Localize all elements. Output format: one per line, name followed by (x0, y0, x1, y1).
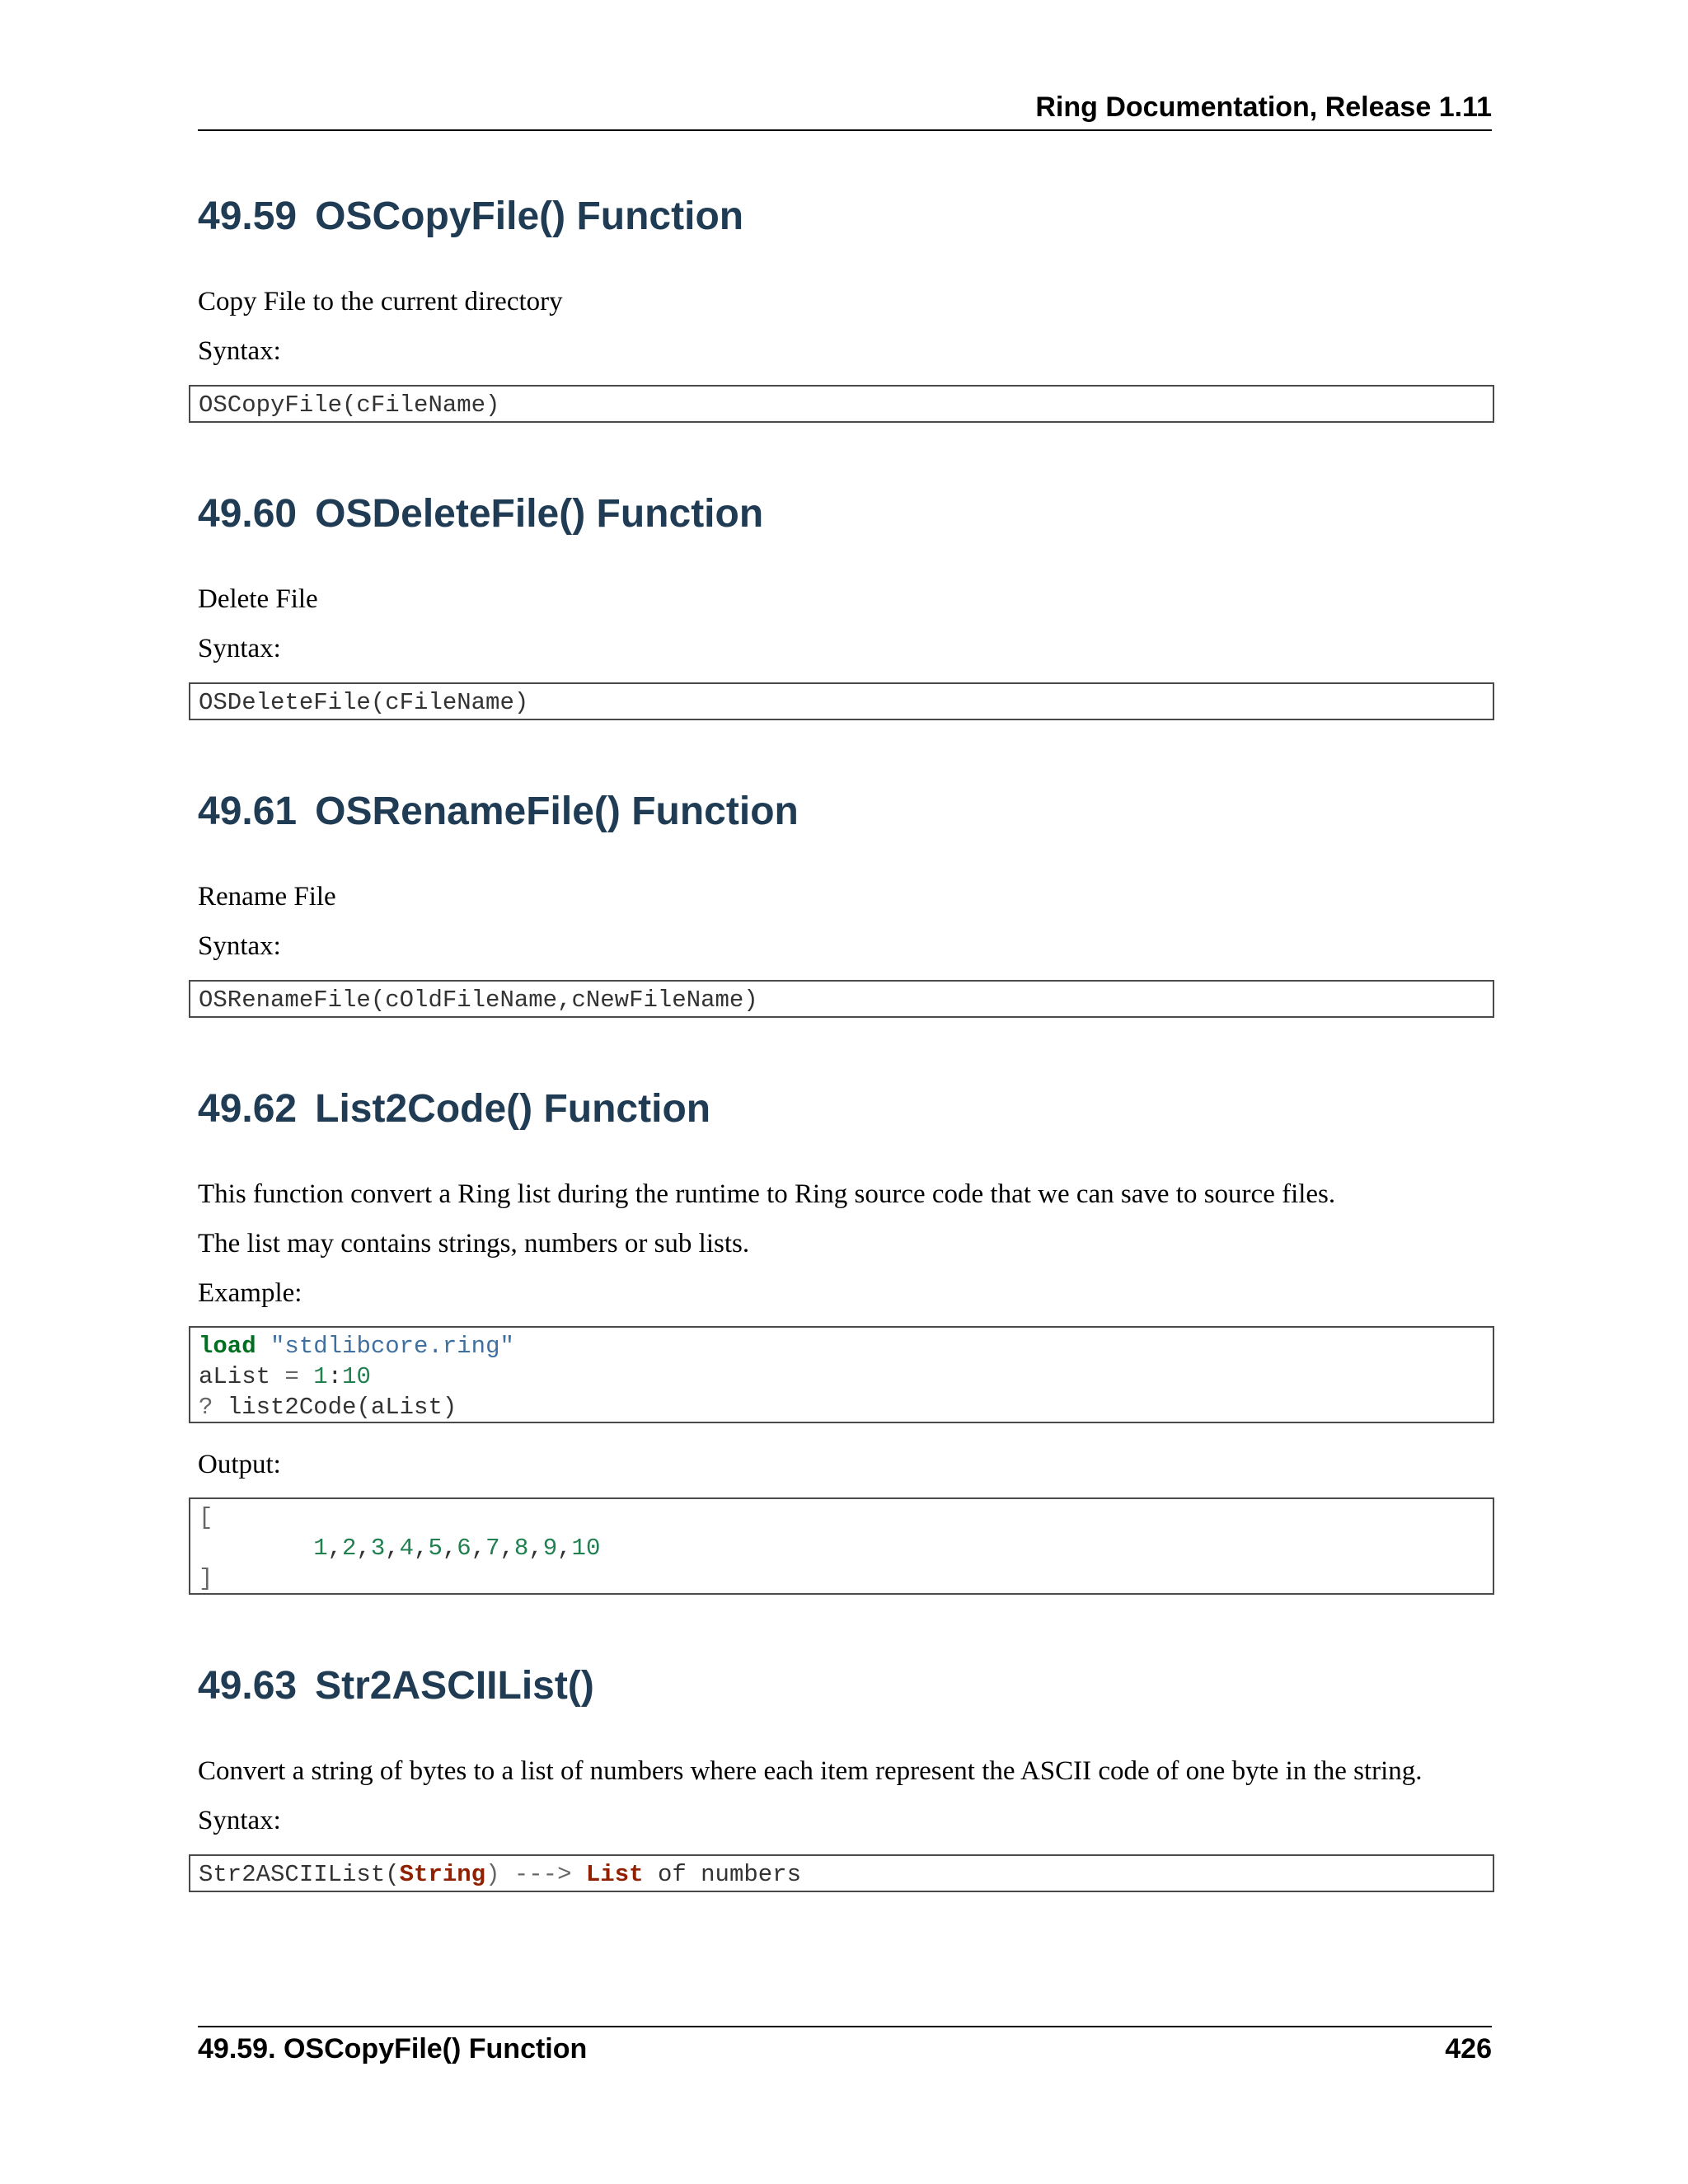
section-title: Str2ASCIIList() (315, 1664, 594, 1708)
output-comma: , (471, 1535, 486, 1562)
syntax-label: Syntax: (198, 336, 281, 366)
output-number: 4 (399, 1535, 415, 1562)
paragraph: Convert a string of bytes to a list of numbers where each item represent the ASCII code of one byte in the string. (198, 1756, 1423, 1786)
output-number: 3 (370, 1535, 386, 1562)
code-number: 10 (342, 1363, 371, 1390)
section-number: 49.60 (198, 492, 298, 536)
section-49-60 (198, 491, 1492, 537)
section-49-61 (198, 789, 1492, 835)
code-block (189, 385, 1494, 423)
section-heading (198, 194, 1492, 240)
page-number: 426 (1445, 2033, 1492, 2064)
section-heading (198, 789, 1492, 835)
output-number: 7 (485, 1535, 500, 1562)
code-line: OSRenameFile(cOldFileName,cNewFileName) (199, 987, 758, 1014)
output-comma: , (385, 1535, 400, 1562)
example-code-block (189, 1326, 1494, 1423)
code-text: of numbers (657, 1861, 801, 1888)
syntax-label: Syntax: (198, 931, 281, 961)
section-heading (198, 1086, 1492, 1132)
code-operator: ? (199, 1394, 213, 1421)
code-string: "stdlibcore.ring" (270, 1333, 514, 1360)
code-number: 1 (313, 1363, 328, 1390)
code-block (189, 682, 1494, 720)
section-heading (198, 1663, 1492, 1709)
code-bracket: ] (199, 1565, 213, 1592)
output-comma: , (356, 1535, 371, 1562)
section-title: List2Code() Function (315, 1087, 711, 1131)
section-title: OSRenameFile() Function (315, 790, 799, 833)
output-number: 1 (313, 1535, 328, 1562)
section-number: 49.63 (198, 1664, 298, 1708)
output-number: 8 (513, 1535, 529, 1562)
code-line: OSDeleteFile(cFileName) (199, 689, 529, 716)
code-block (189, 980, 1494, 1018)
code-keyword: load (199, 1333, 256, 1360)
output-number: 6 (457, 1535, 471, 1562)
code-operator: : (327, 1363, 343, 1390)
footer-rule (198, 2026, 1492, 2027)
code-line: OSCopyFile(cFileName) (199, 391, 500, 419)
header-rule (198, 129, 1492, 131)
output-comma: , (327, 1535, 343, 1562)
paragraph: This function convert a Ring list during the runtime to Ring source code that we can save to source files. (198, 1179, 1336, 1209)
paragraph: Copy File to the current directory (198, 287, 563, 316)
code-keyword: String (399, 1861, 486, 1888)
section-49-59 (198, 194, 1492, 240)
section-number: 49.62 (198, 1087, 298, 1131)
syntax-code-block (189, 1854, 1494, 1892)
code-identifier: aList (199, 1363, 271, 1390)
output-comma: , (414, 1535, 429, 1562)
output-code-block (189, 1497, 1494, 1595)
section-title: OSDeleteFile() Function (315, 492, 764, 536)
paragraph: Rename File (198, 882, 336, 912)
output-number: 9 (542, 1535, 558, 1562)
output-label: Output: (198, 1450, 281, 1479)
code-arrow: ---> (513, 1861, 572, 1888)
code-call: Str2ASCIIList( (199, 1861, 400, 1888)
section-number: 49.61 (198, 790, 298, 833)
code-operator: = (284, 1363, 299, 1390)
output-number: 2 (342, 1535, 357, 1562)
code-keyword: List (585, 1861, 644, 1888)
paragraph: The list may contains strings, numbers or sub lists. (198, 1229, 750, 1258)
output-comma: , (499, 1535, 514, 1562)
section-49-63 (198, 1663, 1492, 1709)
section-number: 49.59 (198, 194, 298, 238)
syntax-label: Syntax: (198, 1806, 281, 1835)
code-operator: ) (485, 1861, 500, 1888)
syntax-label: Syntax: (198, 634, 281, 663)
code-bracket: [ (199, 1504, 213, 1531)
output-comma: , (557, 1535, 572, 1562)
paragraph: Delete File (198, 584, 318, 614)
output-comma: , (528, 1535, 543, 1562)
running-header: Ring Documentation, Release 1.11 (1035, 91, 1492, 123)
output-number: 10 (571, 1535, 601, 1562)
footer-section: 49.59. OSCopyFile() Function (198, 2033, 588, 2064)
section-49-62 (198, 1086, 1492, 1132)
code-call: list2Code(aList) (227, 1394, 457, 1421)
output-number-list (313, 1535, 600, 1562)
output-comma: , (442, 1535, 457, 1562)
section-title: OSCopyFile() Function (315, 194, 744, 238)
section-heading (198, 491, 1492, 537)
example-label: Example: (198, 1278, 302, 1308)
output-number: 5 (428, 1535, 443, 1562)
